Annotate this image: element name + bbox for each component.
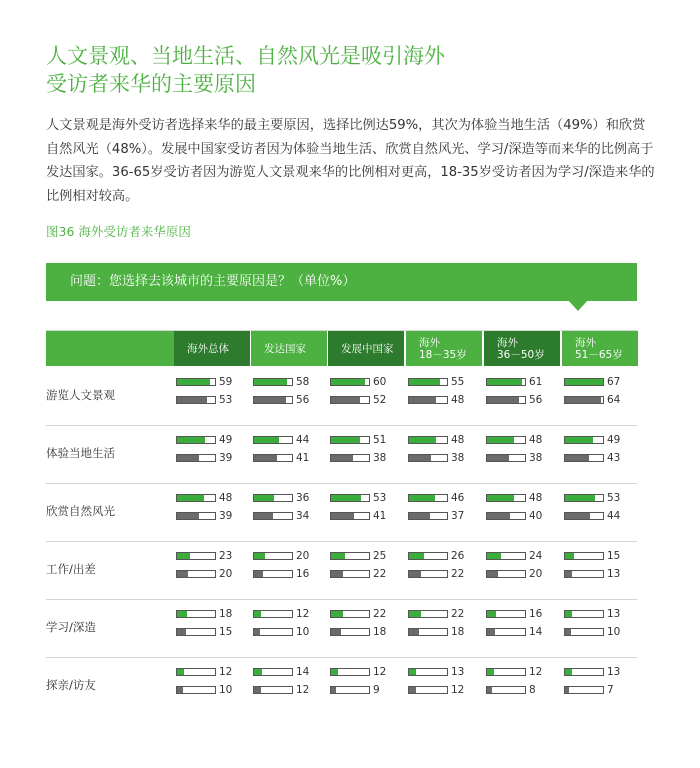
column-header-line1: 海外	[575, 336, 596, 349]
bar-top	[564, 378, 604, 386]
value-label: 48	[529, 434, 543, 446]
bar-fill	[254, 611, 261, 617]
bar-bottom	[253, 512, 293, 520]
value-label: 40	[529, 510, 543, 522]
bar-bottom	[176, 628, 216, 636]
value-label: 37	[451, 510, 465, 522]
row-label: 体验当地生活	[46, 446, 115, 460]
bar-bottom	[253, 628, 293, 636]
value-label: 10	[607, 626, 621, 638]
bar-fill	[254, 397, 286, 403]
bar-bottom	[253, 454, 293, 462]
bar-top	[253, 610, 293, 618]
bar-fill	[177, 379, 210, 385]
bar-top	[176, 494, 216, 502]
value-label: 13	[607, 568, 621, 580]
bar-top	[330, 494, 370, 502]
row-label: 探亲/访友	[46, 678, 96, 692]
bar-fill	[331, 437, 360, 443]
value-label: 48	[451, 394, 465, 406]
bar-top	[330, 668, 370, 676]
value-label: 23	[219, 550, 233, 562]
bar-fill	[565, 397, 601, 403]
row-separator	[46, 541, 637, 542]
value-label: 20	[529, 568, 543, 580]
question-banner: 问题：您选择去该城市的主要原因是？（单位%）	[46, 263, 637, 301]
bar-bottom	[486, 512, 526, 520]
value-label: 43	[607, 452, 621, 464]
bar-fill	[254, 495, 274, 501]
bar-fill	[565, 455, 589, 461]
bar-bottom	[486, 570, 526, 578]
bar-bottom	[486, 686, 526, 694]
value-label: 53	[219, 394, 233, 406]
value-label: 10	[296, 626, 310, 638]
bar-bottom	[408, 396, 448, 404]
bar-top	[176, 552, 216, 560]
value-label: 26	[451, 550, 465, 562]
bar-bottom	[408, 686, 448, 694]
bar-bottom	[330, 686, 370, 694]
bar-fill	[331, 379, 365, 385]
bar-bottom	[486, 396, 526, 404]
row-label: 工作/出差	[46, 562, 96, 576]
bar-fill	[254, 669, 262, 675]
bar-bottom	[253, 686, 293, 694]
bar-fill	[487, 669, 494, 675]
value-label: 49	[607, 434, 621, 446]
bar-fill	[177, 397, 207, 403]
value-label: 44	[607, 510, 621, 522]
bar-fill	[565, 553, 574, 559]
bar-fill	[331, 611, 343, 617]
bar-top	[330, 378, 370, 386]
row-separator	[46, 425, 637, 426]
bar-fill	[254, 629, 260, 635]
bar-top	[176, 668, 216, 676]
bar-fill	[565, 379, 603, 385]
bar-bottom	[564, 454, 604, 462]
bar-fill	[331, 687, 336, 693]
bar-top	[486, 668, 526, 676]
bar-bottom	[408, 570, 448, 578]
column-header-line1: 海外总体	[187, 342, 229, 355]
value-label: 22	[373, 568, 387, 580]
value-label: 58	[296, 376, 310, 388]
bar-fill	[409, 455, 431, 461]
bar-top	[176, 610, 216, 618]
bar-bottom	[408, 454, 448, 462]
bar-bottom	[330, 628, 370, 636]
bar-fill	[409, 397, 436, 403]
value-label: 12	[296, 608, 310, 620]
bar-bottom	[564, 396, 604, 404]
value-label: 39	[219, 452, 233, 464]
value-label: 38	[529, 452, 543, 464]
bar-fill	[565, 571, 572, 577]
bar-top	[330, 436, 370, 444]
value-label: 15	[607, 550, 621, 562]
value-label: 9	[373, 684, 380, 696]
value-label: 34	[296, 510, 310, 522]
value-label: 13	[607, 608, 621, 620]
value-label: 52	[373, 394, 387, 406]
bar-fill	[487, 553, 501, 559]
bar-top	[564, 436, 604, 444]
value-label: 12	[373, 666, 387, 678]
column-header-line2: 36－50岁	[497, 348, 545, 361]
bar-fill	[487, 687, 492, 693]
bar-fill	[331, 513, 354, 519]
column-header-4	[406, 331, 482, 366]
bar-fill	[487, 455, 509, 461]
value-label: 44	[296, 434, 310, 446]
value-label: 22	[451, 608, 465, 620]
column-header-line1: 海外	[419, 336, 440, 349]
value-label: 53	[373, 492, 387, 504]
bar-bottom	[486, 454, 526, 462]
bar-fill	[177, 687, 183, 693]
value-label: 25	[373, 550, 387, 562]
bar-bottom	[486, 628, 526, 636]
bar-fill	[409, 611, 421, 617]
bar-fill	[487, 629, 495, 635]
value-label: 15	[219, 626, 233, 638]
bar-fill	[487, 495, 514, 501]
bar-top	[176, 378, 216, 386]
bar-fill	[487, 571, 498, 577]
bar-fill	[177, 495, 204, 501]
value-label: 60	[373, 376, 387, 388]
bar-fill	[254, 513, 273, 519]
column-header-6	[562, 331, 638, 366]
bar-top	[408, 668, 448, 676]
bar-bottom	[408, 512, 448, 520]
value-label: 10	[219, 684, 233, 696]
value-label: 49	[219, 434, 233, 446]
value-label: 8	[529, 684, 536, 696]
bar-fill	[565, 629, 571, 635]
value-label: 20	[219, 568, 233, 580]
column-header-line2: 18－35岁	[419, 348, 467, 361]
column-header-line1: 海外	[497, 336, 518, 349]
value-label: 14	[296, 666, 310, 678]
intro-paragraph: 人文景观是海外受访者选择来华的最主要原因，选择比例达59%，其次为体验当地生活（49%）和欣赏自然风光（48%）。发展中国家受访者因为体验当地生活、欣赏自然风光、学习/深造等而来华的比例高于发达国家。36-65岁受访者因为游览人文景观来华的比例相对更高，18-35岁受访者因为学习/深造来华的比例相对较高。	[46, 118, 655, 204]
value-label: 38	[451, 452, 465, 464]
bar-fill	[487, 611, 496, 617]
bar-fill	[409, 571, 421, 577]
bar-top	[486, 552, 526, 560]
column-header-line1: 发展中国家	[341, 342, 394, 355]
bar-fill	[409, 513, 430, 519]
bar-fill	[254, 437, 279, 443]
value-label: 56	[296, 394, 310, 406]
bar-top	[408, 436, 448, 444]
bar-top	[253, 378, 293, 386]
bar-fill	[409, 669, 416, 675]
value-label: 46	[451, 492, 465, 504]
bar-bottom	[408, 628, 448, 636]
bar-top	[408, 378, 448, 386]
value-label: 48	[219, 492, 233, 504]
bar-fill	[331, 455, 353, 461]
bar-top	[564, 610, 604, 618]
bar-top	[564, 552, 604, 560]
bar-fill	[177, 571, 188, 577]
row-separator	[46, 657, 637, 658]
bar-bottom	[253, 570, 293, 578]
banner-pointer	[568, 300, 588, 311]
bar-fill	[409, 495, 435, 501]
value-label: 16	[296, 568, 310, 580]
bar-fill	[331, 495, 361, 501]
row-label: 学习/深造	[46, 620, 96, 634]
bar-bottom	[330, 396, 370, 404]
bar-bottom	[330, 570, 370, 578]
bar-top	[408, 552, 448, 560]
bar-top	[253, 552, 293, 560]
value-label: 41	[373, 510, 387, 522]
bar-bottom	[564, 628, 604, 636]
column-header-2	[251, 331, 327, 366]
bar-fill	[409, 687, 416, 693]
bar-fill	[565, 437, 593, 443]
value-label: 16	[529, 608, 543, 620]
bar-bottom	[330, 454, 370, 462]
column-header-line2: 51－65岁	[575, 348, 623, 361]
bar-fill	[565, 669, 572, 675]
bar-fill	[254, 553, 265, 559]
bar-fill	[409, 379, 440, 385]
value-label: 12	[529, 666, 543, 678]
value-label: 67	[607, 376, 621, 388]
column-header-5	[484, 331, 560, 366]
row-separator	[46, 599, 637, 600]
bar-bottom	[176, 454, 216, 462]
bar-fill	[487, 379, 522, 385]
column-header-1	[174, 331, 250, 366]
bar-top	[564, 668, 604, 676]
bar-bottom	[176, 686, 216, 694]
bar-fill	[177, 513, 199, 519]
value-label: 53	[607, 492, 621, 504]
value-label: 41	[296, 452, 310, 464]
figure-label: 图36 海外受访者来华原因	[46, 224, 191, 239]
bar-fill	[177, 669, 184, 675]
header-blank-cell	[46, 331, 174, 366]
value-label: 64	[607, 394, 621, 406]
bar-fill	[565, 513, 590, 519]
bar-fill	[177, 437, 205, 443]
bar-top	[564, 494, 604, 502]
bar-bottom	[564, 512, 604, 520]
bar-fill	[331, 553, 345, 559]
value-label: 14	[529, 626, 543, 638]
bar-bottom	[176, 396, 216, 404]
bar-fill	[254, 687, 261, 693]
bar-bottom	[176, 512, 216, 520]
row-label: 游览人文景观	[46, 388, 115, 402]
value-label: 55	[451, 376, 465, 388]
value-label: 38	[373, 452, 387, 464]
bar-top	[486, 494, 526, 502]
bar-fill	[409, 437, 436, 443]
title-line-1: 人文景观、当地生活、自然风光是吸引海外	[46, 44, 445, 68]
value-label: 12	[451, 684, 465, 696]
value-label: 20	[296, 550, 310, 562]
value-label: 18	[373, 626, 387, 638]
bar-top	[408, 610, 448, 618]
bar-bottom	[176, 570, 216, 578]
value-label: 18	[219, 608, 233, 620]
value-label: 36	[296, 492, 310, 504]
bar-top	[330, 552, 370, 560]
bar-bottom	[564, 686, 604, 694]
bar-fill	[177, 553, 190, 559]
bar-top	[253, 494, 293, 502]
bar-fill	[331, 397, 360, 403]
value-label: 12	[219, 666, 233, 678]
bar-bottom	[564, 570, 604, 578]
row-separator	[46, 483, 637, 484]
bar-fill	[565, 495, 595, 501]
bar-fill	[331, 629, 341, 635]
bar-fill	[565, 687, 569, 693]
value-label: 24	[529, 550, 543, 562]
value-label: 13	[607, 666, 621, 678]
column-header-3	[328, 331, 404, 366]
value-label: 51	[373, 434, 387, 446]
bar-top	[330, 610, 370, 618]
value-label: 7	[607, 684, 614, 696]
bar-fill	[177, 629, 186, 635]
bar-fill	[487, 397, 519, 403]
value-label: 22	[451, 568, 465, 580]
value-label: 56	[529, 394, 543, 406]
bar-fill	[565, 611, 572, 617]
title-line-2: 受访者来华的主要原因	[46, 72, 256, 96]
value-label: 48	[529, 492, 543, 504]
value-label: 12	[296, 684, 310, 696]
bar-fill	[254, 379, 287, 385]
row-label: 欣赏自然风光	[46, 504, 115, 518]
bar-bottom	[253, 396, 293, 404]
bar-top	[253, 436, 293, 444]
bar-fill	[409, 629, 419, 635]
value-label: 18	[451, 626, 465, 638]
bar-top	[486, 378, 526, 386]
bar-fill	[254, 455, 277, 461]
bar-top	[486, 610, 526, 618]
value-label: 13	[451, 666, 465, 678]
bar-fill	[177, 611, 187, 617]
bar-fill	[487, 437, 514, 443]
value-label: 61	[529, 376, 543, 388]
value-label: 22	[373, 608, 387, 620]
value-label: 59	[219, 376, 233, 388]
bar-fill	[487, 513, 510, 519]
bar-fill	[331, 571, 343, 577]
bar-top	[253, 668, 293, 676]
column-header-line1: 发达国家	[264, 342, 306, 355]
bar-bottom	[330, 512, 370, 520]
bar-fill	[177, 455, 199, 461]
value-label: 48	[451, 434, 465, 446]
bar-top	[408, 494, 448, 502]
page-title	[46, 42, 566, 98]
bar-fill	[331, 669, 338, 675]
value-label: 39	[219, 510, 233, 522]
bar-top	[176, 436, 216, 444]
bar-fill	[254, 571, 263, 577]
bar-fill	[409, 553, 424, 559]
bar-top	[486, 436, 526, 444]
